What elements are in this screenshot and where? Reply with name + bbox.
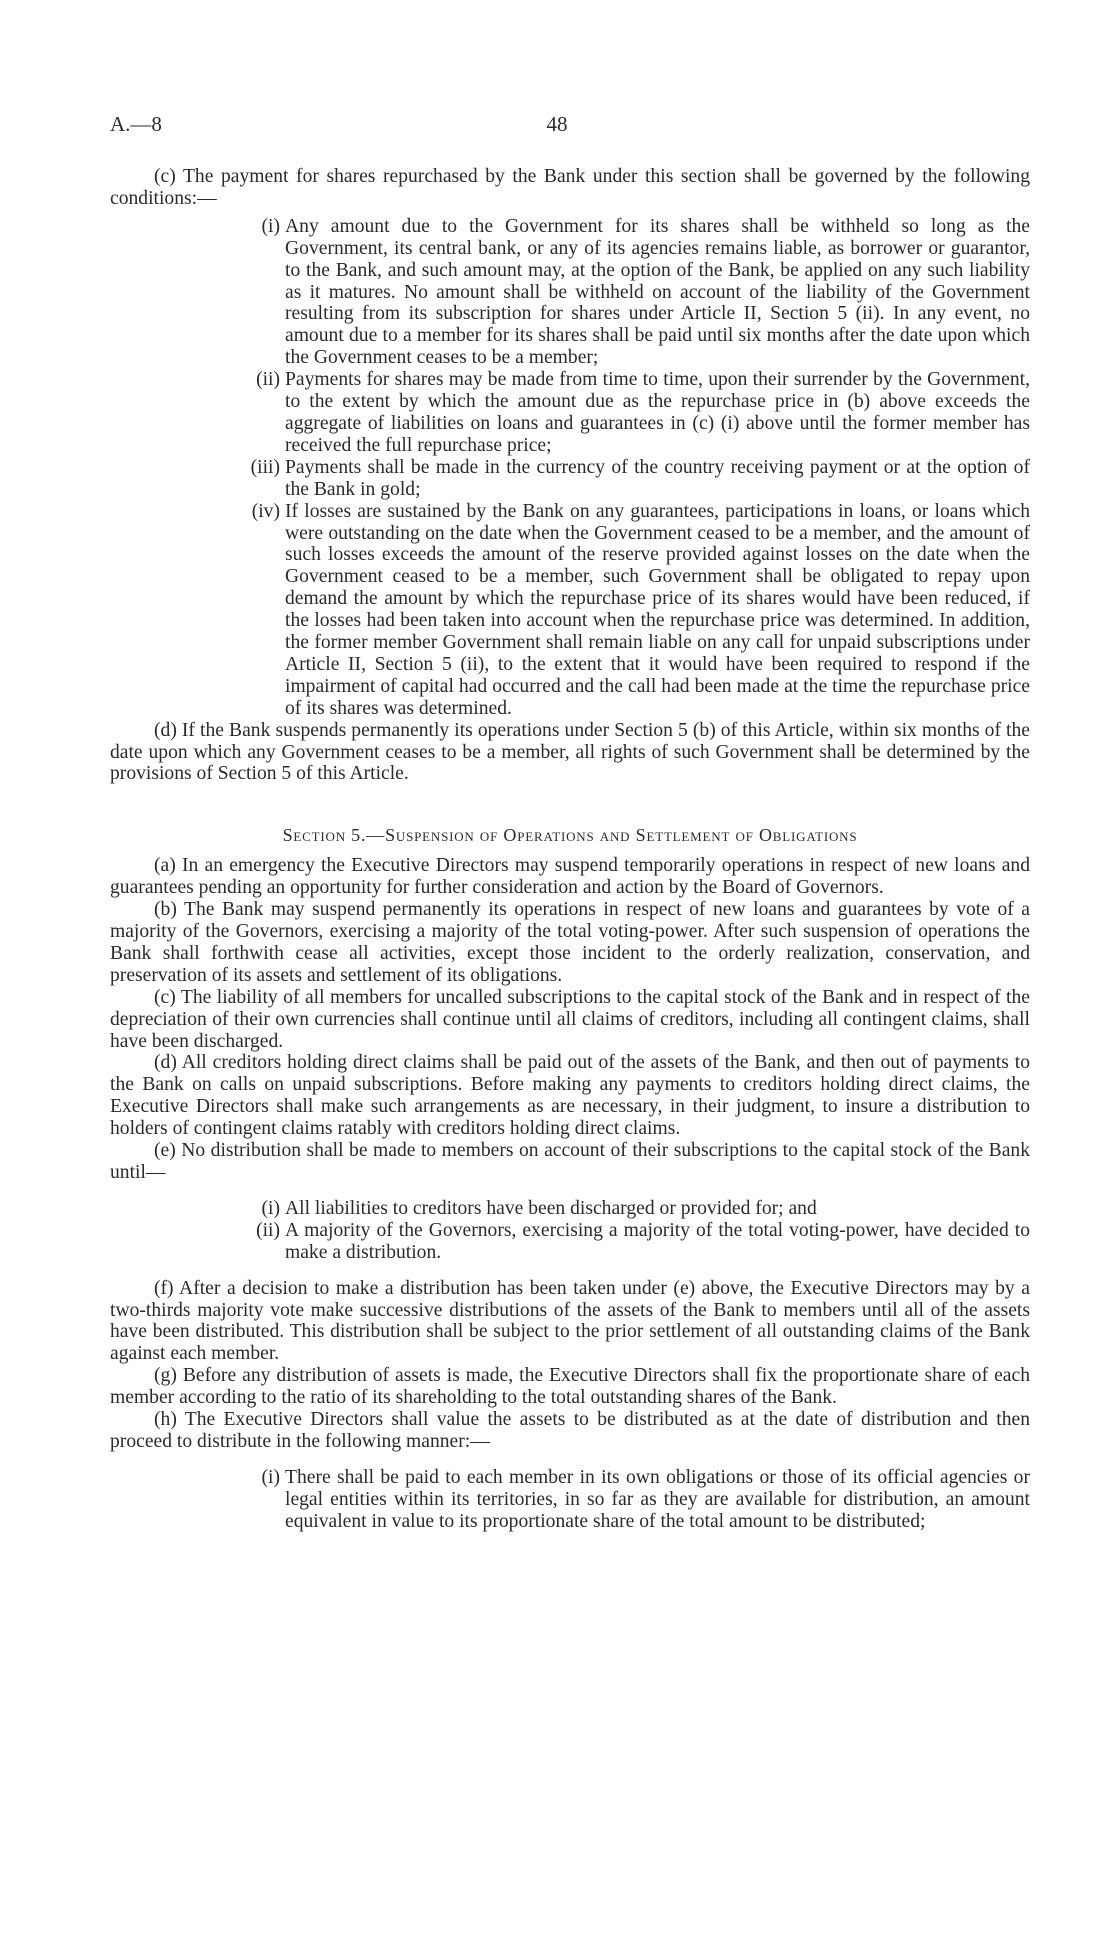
item-number: (iv) (251, 500, 280, 522)
page-number: 48 (546, 112, 568, 136)
section-heading: Section 5.—Suspension of Operations and Settlement of Obligations (282, 825, 858, 846)
paragraph-5h: (h) The Executive Directors shall value the assets to be distributed as at the date of distribution and then proceed to distribute in the following manner:— (110, 1409, 1030, 1452)
paragraph-c-intro: (c) The payment for shares repurchased by the Bank under this section shall be governed by the following conditions:— (110, 166, 1030, 209)
page-header (110, 112, 1004, 142)
paragraph-5f: (f) After a decision to make a distribution has been taken under (e) above, the Executive Directors may by a two-thirds majority vote make successive distributions of the assets of the Bank to members until all of the assets have been distributed. This distribution shall be subject to the prior settlement of all outstanding claims of the Bank against each member. (110, 1277, 1030, 1365)
item-number: (i) (261, 1466, 280, 1488)
item-number: (i) (261, 1197, 280, 1219)
item-number: (ii) (256, 1219, 280, 1241)
paragraph-5g: (g) Before any distribution of assets is made, the Executive Directors shall fix the proportionate share of each member according to the ratio of its shareholding to the total outstanding shares of the Bank. (110, 1365, 1030, 1409)
paragraph-5e: (e) No distribution shall be made to members on account of their subscriptions to the capital stock of the Bank until— (110, 1140, 1030, 1183)
list-item-e-i (110, 1198, 1030, 1220)
item-text: Payments shall be made in the currency of the country receiving payment or at the option of the Bank in gold; (285, 456, 1030, 500)
item-text: There shall be paid to each member in its own obligations or those of its official agencies or legal entities within its territories, in so far as they are available for distribution, an amount equivalent in value to its proportionate share of the total amount to be distributed; (285, 1466, 1030, 1532)
item-number: (iii) (250, 456, 280, 478)
item-number: (ii) (256, 369, 280, 391)
paragraph-5c: (c) The liability of all members for uncalled subscriptions to the capital stock of the Bank and in respect of the depreciation of their own currencies shall continue until all claims of creditors, including all contingent claims, shall have been discharged. (110, 986, 1030, 1052)
list-item-h-i (110, 1467, 1030, 1533)
item-number: (i) (261, 215, 280, 237)
paragraph-d: (d) If the Bank suspends permanently its operations under Section 5 (b) of this Article, within six months of the date upon which any Government ceases to be a member, all rights of such Government shall be determined by the provisions of Section 5 of this Article. (110, 719, 1030, 785)
paragraph-5b: (b) The Bank may suspend permanently its operations in respect of new loans and guarantees by vote of a majority of the Governors, exercising a majority of the total voting-power. After such suspension of operations the Bank shall forthwith cease all activities, except those incident to the orderly realization, conservation, and preservation of its assets and settlement of its obligations. (110, 899, 1030, 986)
paragraph-5a: (a) In an emergency the Executive Directors may suspend temporarily operations in respect of new loans and guarantees pending an opportunity for further consideration and action by the Board of Governors. (110, 855, 1030, 899)
list-item-c-i (110, 216, 1030, 369)
list-item-c-iv (110, 501, 1030, 720)
item-text: Payments for shares may be made from time to time, upon their surrender by the Government, to the extent by which the amount due as the repurchase price in (b) above exceeds the aggregate of liabilities on loans and guarantees in (c) (i) above until the former member has received the full repurchase price; (285, 369, 1030, 456)
list-item-c-ii (110, 369, 1030, 457)
page-body (110, 166, 1030, 1533)
item-text: Any amount due to the Government for its shares shall be withheld so long as the Government, its central bank, or any of its agencies remains liable, as borrower or guarantor, to the Bank, and such amount may, at the option of the Bank, be applied on any such liability as it matures. No amount shall be withheld on account of the liability of the Government resulting from its subscription for shares under Article II, Section 5 (ii). In any event, no amount due to a member for its shares shall be paid until six months after the date upon which the Government ceases to be a member; (285, 215, 1030, 369)
item-text: All liabilities to creditors have been discharged or provided for; and (285, 1197, 817, 1219)
document-reference: A.—8 (110, 112, 162, 136)
item-text: If losses are sustained by the Bank on any guarantees, participations in loans, or loans which were outstanding on the date when the Government ceased to be a member, and the amount of such losses exceeds the amount of the reserve provided against losses on the date when the Government ceased to be a member, such Government shall be obligated to repay upon demand the amount by which the repurchase price of its shares would have been reduced, if the losses had been taken into account when the repurchase price was determined. In addition, the former member Government shall remain liable on any call for unpaid subscriptions under Article II, Section 5 (ii), to the extent that it would have been required to respond if the impairment of capital had occurred and the call had been made at the time the repurchase price of its shares was determined. (285, 500, 1030, 719)
item-text: A majority of the Governors, exercising a majority of the total voting-power, have decided to make a distribution. (285, 1219, 1030, 1263)
list-item-e-ii (110, 1220, 1030, 1264)
paragraph-5d: (d) All creditors holding direct claims shall be paid out of the assets of the Bank, and then out of payments to the Bank on calls on unpaid subscriptions. Before making any payments to creditors holding direct claims, the Executive Directors shall make such arrangements as are necessary, in their judgment, to insure a distribution to holders of contingent claims ratably with creditors holding direct claims. (110, 1052, 1030, 1140)
list-item-c-iii (110, 457, 1030, 501)
